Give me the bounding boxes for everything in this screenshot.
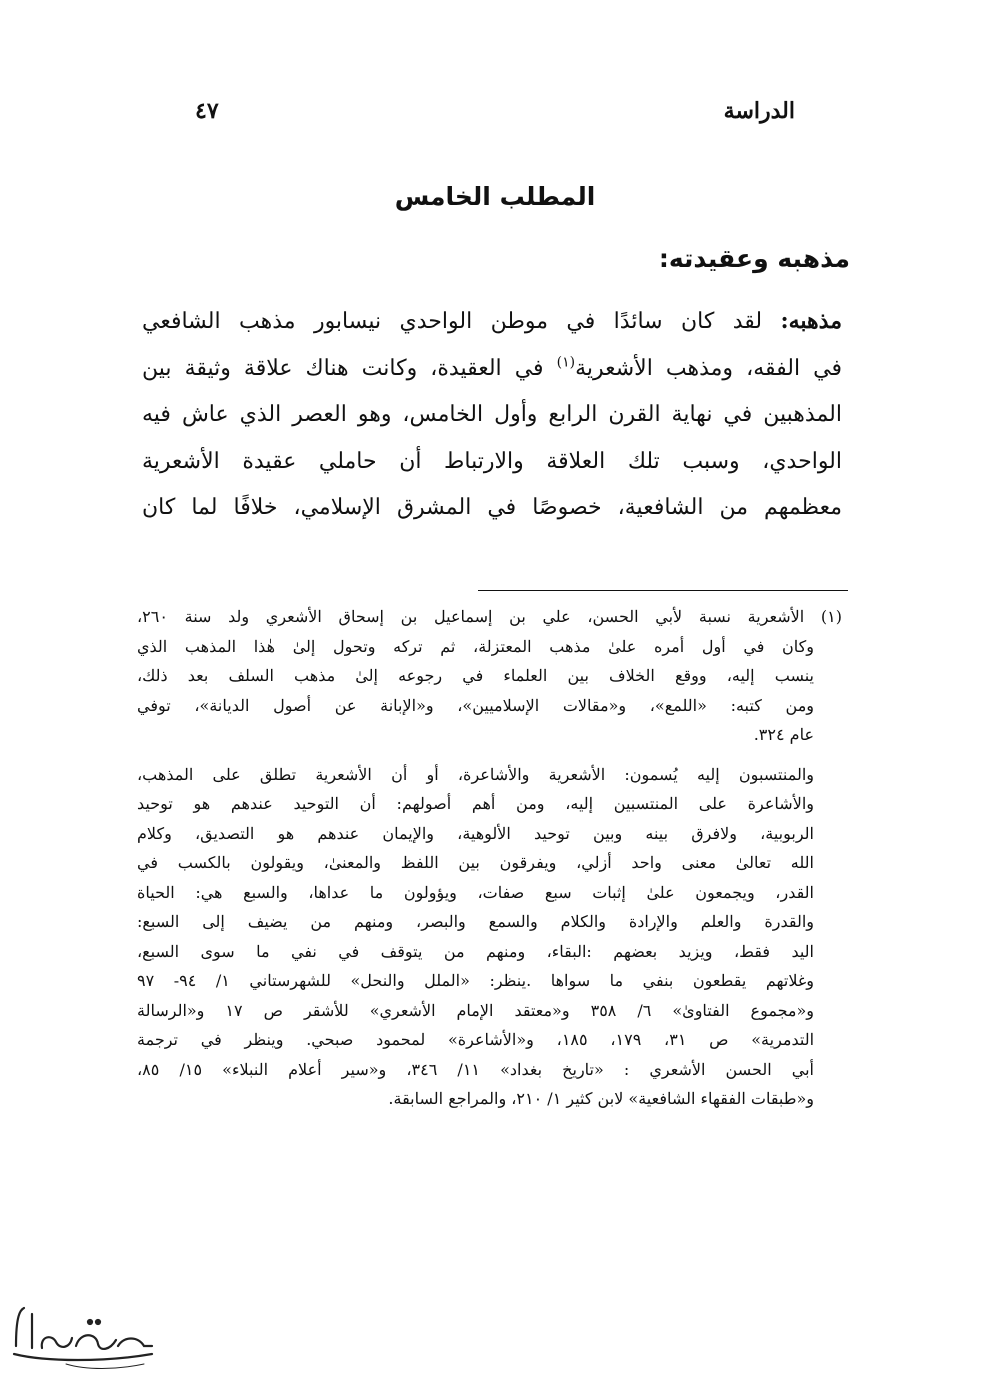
footnote-line: القدر، ويجمعون علىٰ إثبات سبع صفات، ويؤولون ما عداها، والسبع هي: الحياة — [137, 882, 815, 902]
footnote-line: الله تعالىٰ معنى واحد أزلي، ويفرقون بين اللفظ والمعنىٰ، ويقولون بالكسب في — [137, 853, 814, 872]
body-line-text: في العقيدة، وكانت هناك علاقة وثيقة بين — [142, 355, 544, 381]
footnote-separator — [478, 590, 848, 591]
footnote-line: و«مجموع الفتاوىٰ» ٦/ ٣٥٨ و«معتقد الإمام الأشعري» للأشقر ص ١٧ و«الرسالة — [137, 1000, 815, 1020]
section-heading: المطلب الخامس — [394, 182, 596, 211]
sub-heading: مذهبه وعقيدته: — [658, 244, 850, 273]
body-line: معظمهم من الشافعية، خصوصًا في المشرق الإسلامي، خلافًا لما كان — [142, 495, 842, 520]
footnote-line: التدمرية» ص ٣١، ١٧٩، ١٨٥، و«الأشاعرة» لمحمود صبحي. وينظر في ترجمة — [137, 1030, 815, 1049]
body-line — [142, 298, 842, 346]
footnote-marker[interactable]: (١) — [556, 354, 576, 371]
publisher-logo — [6, 1296, 156, 1376]
footnote-line: ينسب إليه، ووقع الخلاف بين العلماء في رجوعه إلىٰ مذهب السلف بعد ذلك، — [137, 666, 814, 685]
body-paragraph — [142, 298, 842, 532]
footnote-line: وغلاتهم يقطعون بنفي ما سواها .ينظر: «الملل والنحل» للشهرستاني ١/ ٩٤- ٩٧ — [137, 971, 814, 990]
body-line: المذهبين في نهاية القرن الرابع وأول الخامس، وهو العصر الذي عاش فيه — [142, 402, 842, 427]
footnote-line: و«طبقات الفقهاء الشافعية» لابن كثير ١/ ٢١٠، والمراجع السابقة. — [388, 1089, 814, 1108]
body-line-text: لقد كان سائدًا في موطن الواحدي نيسابور مذهب الشافعي — [142, 309, 763, 334]
body-line: الواحدي، وسبب تلك العلاقة والارتباط أن حاملي عقيدة الأشعرية — [142, 448, 842, 474]
page-number: ٤٧ — [195, 98, 219, 124]
footnote-line: والمنتسبون إليه يُسمون: الأشعرية والأشاعرة، أو أن الأشعرية تطلق على المذهب، — [137, 764, 814, 784]
footnote-line: (١) الأشعرية نسبة لأبي الحسن، علي بن إسماعيل بن إسحاق الأشعري ولد سنة ٢٦٠، — [137, 607, 842, 626]
footnote-line: وكان في أول أمره علىٰ مذهب المعتزلة، ثم تركه وتحول إلىٰ هٰذا المذهب الذي — [137, 636, 814, 656]
footnote-line: والأشاعرة على المنتسبين إليه، ومن أهم أصولهم: أن التوحيد عندهم هو توحيد — [137, 794, 814, 813]
footnotes — [137, 602, 842, 1114]
running-title: الدراسة — [723, 98, 795, 124]
paragraph-lead: مذهبه: — [780, 308, 842, 334]
footnote-line: عام ٣٢٤. — [753, 725, 814, 744]
footnote-line: اليد فقط، ويزيد بعضهم :البقاء، ومنهم من يتوقف في نفي ما سوى السبع، — [137, 941, 814, 961]
body-line — [142, 346, 842, 393]
footnote-line: والقدرة والعلم والإرادة والكلام والسمع والبصر، ومنهم من يضيف إلى السبع: — [137, 912, 814, 931]
footnote-line: أبي الحسن الأشعري : «تاريخ بغداد» ١١/ ٣٤٦، و«سير أعلام النبلاء» ١٥/ ٨٥، — [137, 1059, 815, 1079]
footnote-line: الربوبية، ولافرق بينه وبين توحيد الألوهية، والإيمان عندهم هو التصديق، وكلام — [137, 823, 814, 843]
footnote-gap — [137, 750, 842, 760]
body-line-text: في الفقه، ومذهب الأشعرية — [575, 355, 842, 381]
footnote-line: ومن كتبه: «اللمع»، و«مقالات الإسلاميين»، و«الإبانة عن أصول الديانة»، توفي — [137, 695, 814, 715]
